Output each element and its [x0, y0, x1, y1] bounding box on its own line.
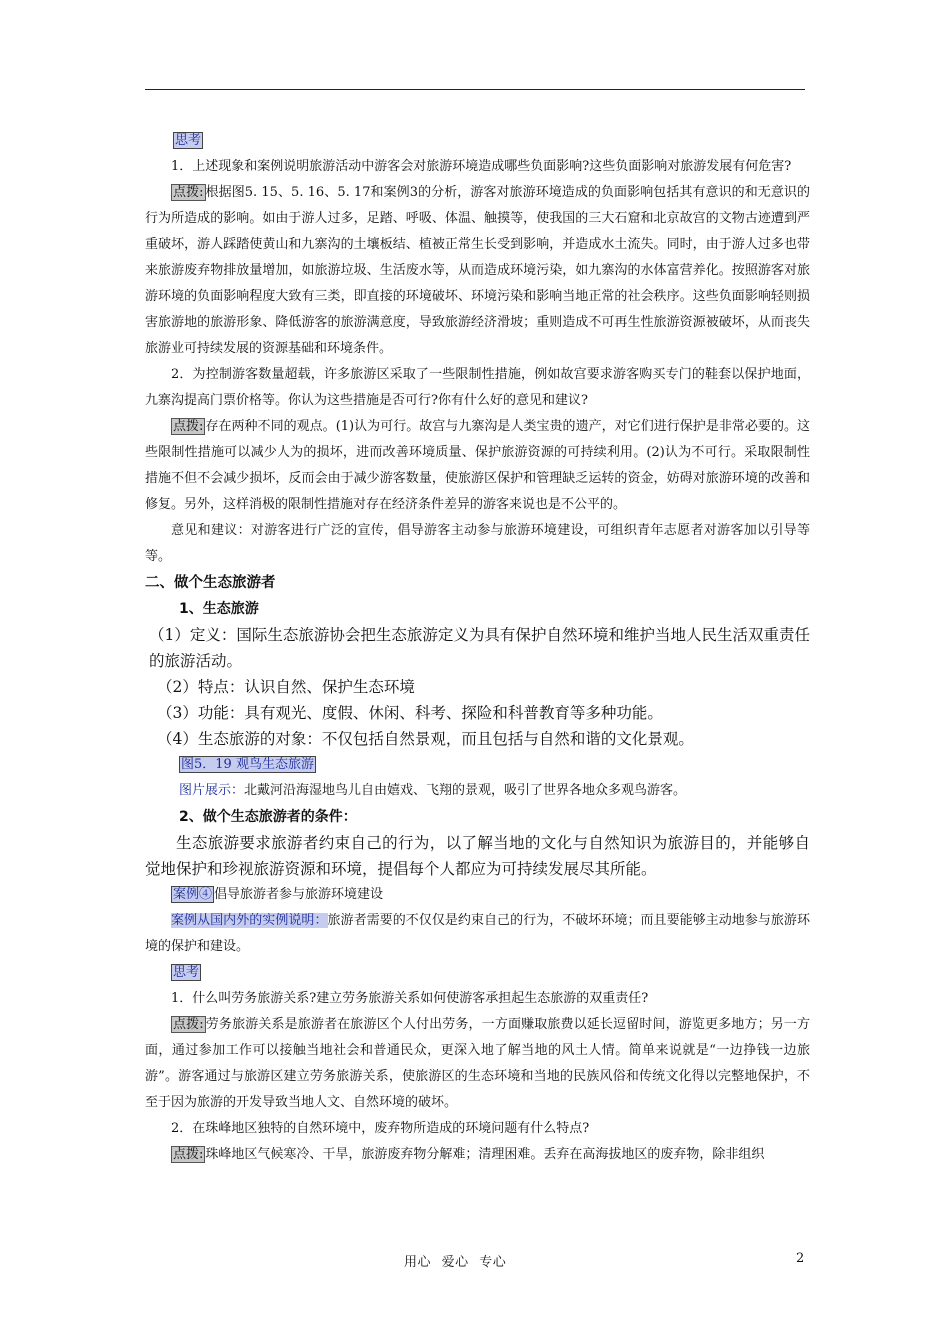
- case-line: [145, 882, 810, 908]
- case-paragraph: [145, 908, 810, 960]
- hint-tag: 点拨:: [173, 185, 204, 200]
- case-tag: 案例④: [173, 887, 213, 902]
- feature-item: （2）特点：认识自然、保护生态环境: [157, 678, 415, 696]
- figure-description: [145, 778, 810, 804]
- think-tag: 思考: [175, 133, 202, 148]
- case-highlight: 案例从国内外的实例说明：: [171, 913, 328, 928]
- hint-tag: 点拨:: [173, 1147, 204, 1162]
- question-2: 2．为控制游客数量超载，许多旅游区采取了一些限制性措施，例如故宫要求游客购买专门的鞋套以保护地面，九寨沟提高门票价格等。你认为这些措施是否可行?你有什么好的意见和建议?: [145, 367, 810, 408]
- definition-item: （1）定义：国际生态旅游协会把生态旅游定义为具有保护自然环境和维护当地人民生活双重责任的旅游活动。: [149, 626, 810, 670]
- object-item: （4）生态旅游的对象：不仅包括自然景观，而且包括与自然和谐的文化景观。: [157, 730, 694, 748]
- figure-caption: 图5．19 观鸟生态旅游: [181, 757, 314, 772]
- header-rule: [145, 89, 805, 90]
- section-heading: 二、做个生态旅游者: [145, 575, 276, 591]
- question-3: 1．什么叫劳务旅游关系?建立劳务旅游关系如何使游客承担起生态旅游的双重责任?: [171, 991, 649, 1006]
- question-1: 1．上述现象和案例说明旅游活动中游客会对旅游环境造成哪些负面影响?这些负面影响对旅游发展有何危害?: [171, 159, 792, 174]
- answer-3-text: 劳务旅游关系是旅游者在旅游区个人付出劳务，一方面赚取旅费以延长逗留时间，游览更多地方；另一方面，通过参加工作可以接触当地社会和普通民众，更深入地了解当地的风土人情。简单来说就是“一边挣钱一边旅游”。游客通过与旅游区建立劳务旅游关系，使旅游区的生态环境和当地的民族风俗和传统文化得以完整地保护，不至于因为旅游的开发导致当地人文、自然环境的破坏。: [145, 1017, 810, 1110]
- answer-3: [145, 1012, 810, 1116]
- answer-4: [145, 1142, 810, 1168]
- answer-1: [145, 180, 810, 362]
- think-tag: 思考: [173, 965, 200, 980]
- figure-description-text: 北戴河沿海湿地鸟儿自由嬉戏、飞翔的景观，吸引了世界各地众多观鸟游客。: [244, 783, 687, 798]
- hint-tag: 点拨:: [173, 419, 204, 434]
- case-title: 倡导旅游者参与旅游环境建设: [214, 887, 384, 902]
- answer-4-text: 珠峰地区气候寒冷、干旱，旅游废弃物分解难；清理困难。丢弃在高海拔地区的废弃物，除非组织: [205, 1147, 765, 1162]
- subheading-conditions: 2、做个生态旅游者的条件：: [179, 809, 357, 825]
- page-body: [145, 128, 810, 1168]
- case-text: 旅游者需要的不仅仅是约束自己的行为，不破坏环境；而且要能够主动地参与旅游环境的保护和建设。: [145, 913, 810, 954]
- figure-description-label: 图片展示：: [179, 783, 245, 798]
- answer-2-text: 存在两种不同的观点。(1)认为可行。故宫与九寨沟是人类宝贵的遗产，对它们进行保护是非常必要的。这些限制性措施可以减少人为的损坏，进而改善环境质量、保护旅游资源的可持续利用。(2)认为不可行。采取限制性措施不但不会减少损坏，反而会由于减少游客数量，使旅游区保护和管理缺乏运转的资金，妨碍对旅游环境的改善和修复。另外，这样消极的限制性措施对存在经济条件差异的游客来说也是不公平的。: [145, 419, 810, 512]
- question-4: 2．在珠峰地区独特的自然环境中，废弃物所造成的环境问题有什么特点?: [171, 1121, 590, 1136]
- answer-1-text: 根据图5. 15、5. 16、5. 17和案例3的分析，游客对旅游环境造成的负面影响包括其有意识的和无意识的行为所造成的影响。如由于游人过多，足踏、呼吸、体温、触摸等，使我国的三大石窟和北京故宫的文物古迹遭到严重破坏，游人踩踏使黄山和九寨沟的土壤板结、植被正常生长受到影响，并造成水土流失。同时，由于游人过多也带来旅游废弃物排放量增加，如旅游垃圾、生活废水等，从而造成环境污染，如九寨沟的水体富营养化。按照游客对旅游环境的负面影响程度大致有三类，即直接的环境破坏、环境污染和影响当地正常的社会秩序。这些负面影响轻则损害旅游地的旅游形象、降低游客的旅游满意度，导致旅游经济滑坡；重则造成不可再生性旅游资源被破坏，从而丧失旅游业可持续发展的资源基础和环境条件。: [145, 185, 810, 356]
- figure-caption-block: [145, 752, 810, 778]
- function-item: （3）功能：具有观光、度假、休闲、科考、探险和科普教育等多种功能。: [157, 704, 663, 722]
- advice-paragraph: 意见和建议：对游客进行广泛的宣传，倡导游客主动参与旅游环境建设，可组织青年志愿者对游客加以引导等等。: [145, 523, 810, 564]
- hint-tag: 点拨:: [173, 1017, 204, 1032]
- think-label-block-2: [145, 960, 810, 986]
- footer-motto: 用心 爱心 专心: [404, 1255, 507, 1270]
- subheading-eco-tourism: 1、生态旅游: [179, 601, 259, 617]
- page-number: 2: [796, 1251, 805, 1266]
- think-label-block: [145, 128, 810, 154]
- conditions-paragraph: 生态旅游要求旅游者约束自己的行为，以了解当地的文化与自然知识为旅游目的，并能够自觉地保护和珍视旅游资源和环境，提倡每个人都应为可持续发展尽其所能。: [145, 834, 810, 878]
- answer-2: [145, 414, 810, 518]
